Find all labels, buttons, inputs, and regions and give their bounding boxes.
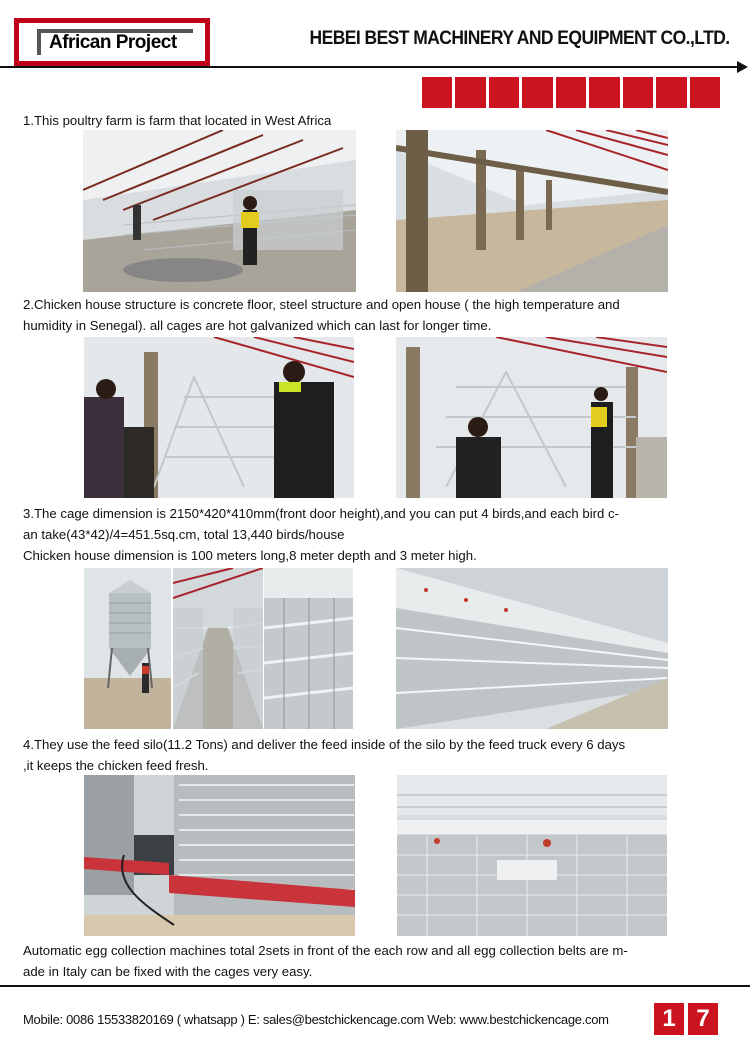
section-2-text-line-2: humidity in Senegal). all cages are hot galvanized which can last for longer time. <box>23 318 492 333</box>
photo-workers-assembling-cage-frame <box>84 337 354 498</box>
photo-long-cage-rows <box>396 568 668 729</box>
closing-text-line-1: Automatic egg collection machines total 2sets in front of the each row and all egg collection belts are m- <box>23 943 628 958</box>
footer-contact: Mobile: 0086 15533820169 ( whatsapp ) E: sales@bestchickencage.com Web: www.bestchickencage.com <box>23 1012 609 1027</box>
section-2-text-line-1: 2.Chicken house structure is concrete floor, steel structure and open house ( the high temperature and <box>23 297 620 312</box>
page-number-digit-1: 1 <box>654 1003 684 1035</box>
photo-cage-tiers <box>264 568 353 729</box>
photo-workers-installing-cage-mesh <box>83 130 356 292</box>
logo-frame <box>14 18 210 66</box>
header-rule <box>0 66 740 68</box>
footer-rule <box>0 985 750 987</box>
photo-feeding-trough-and-cages <box>397 775 667 936</box>
photo-feed-silo <box>84 568 171 729</box>
company-name: HEBEI BEST MACHINERY AND EQUIPMENT CO.,LTD. <box>309 28 730 49</box>
section-4-text-line-1: 4.They use the feed silo(11.2 Tons) and deliver the feed inside of the silo by the feed truck every 6 days <box>23 737 626 752</box>
photo-cage-aisle <box>173 568 263 729</box>
photo-empty-house-concrete-floor <box>396 130 668 292</box>
section-1-text: 1.This poultry farm is farm that located in West Africa <box>23 113 332 128</box>
photo-egg-collection-machine <box>84 775 355 936</box>
closing-text-line-2: ade in Italy can be fixed with the cages very easy. <box>23 964 313 979</box>
logo-text: African Project <box>49 32 177 53</box>
decorative-red-blocks <box>422 77 720 108</box>
section-3-text-line-2: an take(43*42)/4=451.5sq.cm, total 13,440 birds/house <box>23 527 345 542</box>
section-4-text-line-2: ,it keeps the chicken feed fresh. <box>23 758 209 773</box>
page-number-digit-2: 7 <box>688 1003 718 1035</box>
section-3-text-line-3: Chicken house dimension is 100 meters long,8 meter depth and 3 meter high. <box>23 548 477 563</box>
section-3-text-line-1: 3.The cage dimension is 2150*420*410mm(front door height),and you can put 4 birds,and each bird c- <box>23 506 620 521</box>
photo-workers-lifting-cage-frame <box>396 337 667 498</box>
arrow-head-icon <box>737 61 748 73</box>
